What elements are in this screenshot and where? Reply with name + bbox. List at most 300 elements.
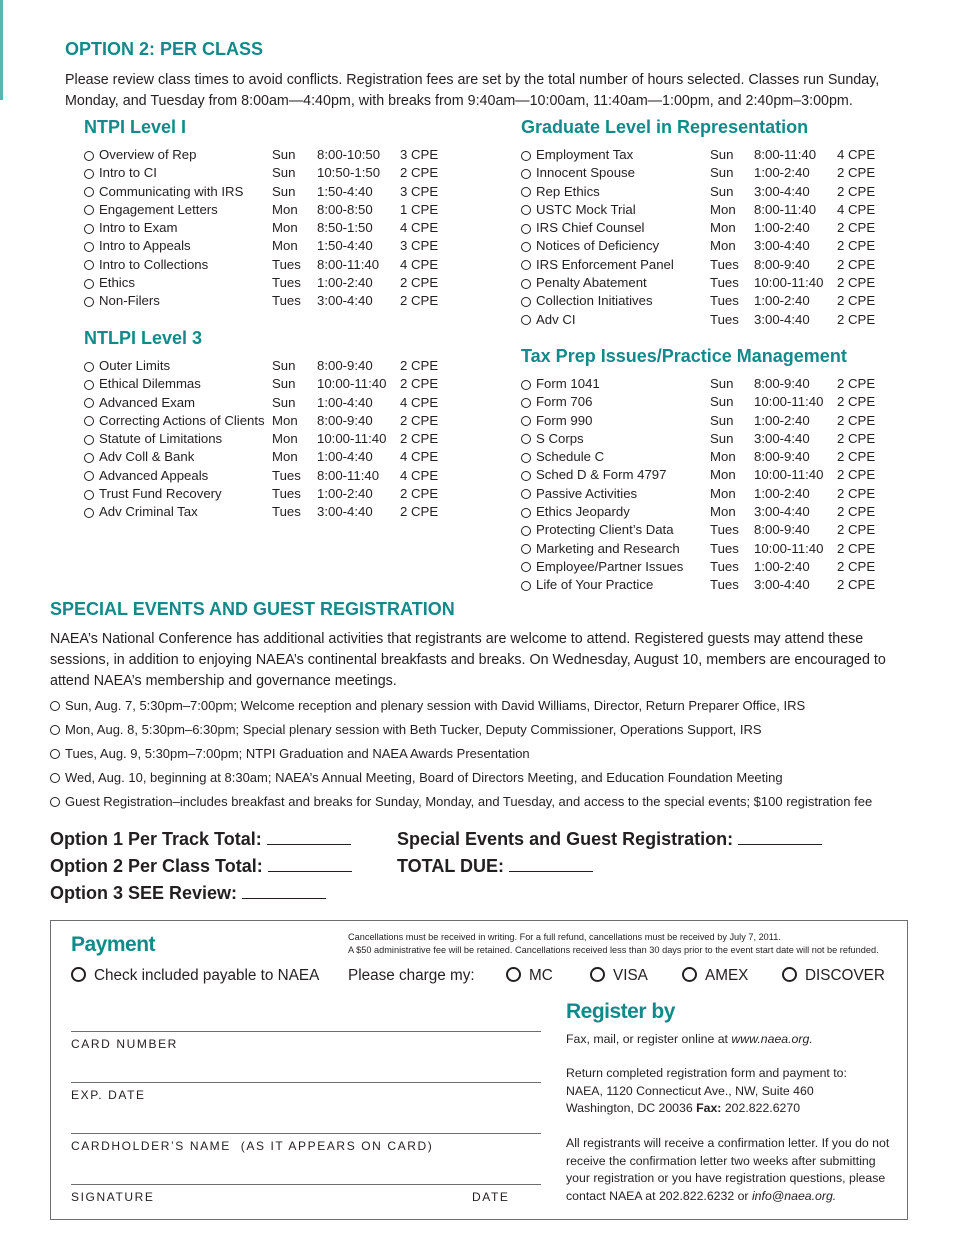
class-cpe: 2 CPE — [400, 165, 439, 181]
card-number-label: CARD NUMBER — [71, 1037, 178, 1051]
class-name: Trust Fund Recovery — [99, 486, 222, 502]
class-name: Form 1041 — [536, 376, 600, 391]
option2-intro: Please review class times to avoid conflicts. Registration fees are set by the total number of hours selected. Classes run Sunday, Monday, and Tuesday from 8:00am—4:40pm, with breaks from 9:40am—10:00am, 11:40am—1:00pm, and 2:40pm–3:00pm. — [65, 72, 880, 109]
class-name: Employment Tax — [536, 147, 634, 162]
class-name-cell — [84, 412, 265, 430]
class-name-cell — [521, 430, 584, 448]
class-cpe: 2 CPE — [837, 485, 876, 501]
class-row[interactable] — [84, 183, 464, 201]
class-name: Intro to CI — [99, 165, 157, 181]
class-time: 8:00-9:40 — [754, 376, 810, 391]
payment-title: Payment — [71, 933, 156, 956]
class-row[interactable] — [84, 164, 464, 182]
class-row[interactable] — [84, 467, 464, 485]
radio-icon[interactable] — [521, 315, 531, 325]
option3-total: Option 3 SEE Review: — [50, 883, 326, 904]
class-row[interactable] — [521, 375, 921, 393]
class-row[interactable] — [521, 448, 921, 466]
radio-icon[interactable] — [50, 773, 60, 783]
section-title-tax-prep: Tax Prep Issues/Practice Management — [521, 346, 847, 366]
class-name-cell — [521, 412, 592, 430]
radio-icon[interactable] — [84, 224, 94, 234]
radio-icon[interactable] — [521, 562, 531, 572]
class-cpe: 2 CPE — [837, 412, 876, 428]
class-name: Adv Coll & Bank — [99, 449, 195, 465]
radio-icon[interactable] — [521, 151, 531, 161]
class-row[interactable] — [521, 164, 921, 182]
class-time: 8:00-11:40 — [754, 147, 817, 162]
radio-icon[interactable] — [521, 489, 531, 499]
class-day: Tues — [272, 275, 301, 291]
class-time: 8:00-11:40 — [754, 201, 817, 217]
class-day: Sun — [710, 147, 734, 162]
class-name: Outer Limits — [99, 358, 171, 373]
class-day: Sun — [272, 376, 296, 392]
class-day: Mon — [710, 467, 736, 483]
class-day: Mon — [710, 449, 736, 465]
class-time: 1:00-2:40 — [317, 486, 373, 502]
class-row[interactable] — [521, 274, 921, 292]
radio-icon[interactable] — [84, 508, 94, 518]
radio-icon[interactable] — [521, 453, 531, 463]
radio-icon[interactable] — [521, 297, 531, 307]
class-cpe: 2 CPE — [400, 358, 439, 373]
class-row[interactable] — [521, 393, 921, 411]
radio-icon[interactable] — [521, 260, 531, 270]
class-time: 10:00-11:40 — [754, 394, 824, 410]
class-day: Sun — [272, 183, 296, 199]
class-day: Sun — [272, 165, 296, 181]
class-cpe: 4 CPE — [400, 467, 439, 483]
cardholder-name-field[interactable] — [71, 1133, 541, 1134]
class-name-cell — [521, 521, 674, 539]
class-time: 1:00-4:40 — [317, 449, 373, 465]
class-time: 3:00-4:40 — [754, 430, 810, 446]
radio-icon[interactable] — [782, 967, 797, 982]
radio-icon[interactable] — [84, 297, 94, 307]
class-row[interactable] — [84, 146, 464, 164]
class-row[interactable] — [521, 466, 921, 484]
class-cpe: 2 CPE — [837, 449, 876, 465]
class-time: 8:00-10:50 — [317, 147, 381, 162]
radio-icon[interactable] — [84, 416, 94, 426]
class-name-cell — [84, 448, 194, 466]
radio-icon[interactable] — [84, 242, 94, 252]
mailing-address: Return completed registration form and payment to: NAEA, 1120 Connecticut Ave., NW, Suite 460 Washington, DC 20036 Fax: 202.822.6270 — [566, 1066, 847, 1115]
class-name-cell — [521, 393, 592, 411]
card-number-field[interactable] — [71, 1031, 541, 1032]
radio-icon[interactable] — [521, 434, 531, 444]
class-day: Mon — [710, 238, 736, 254]
class-cpe: 2 CPE — [837, 577, 876, 593]
class-name-cell — [84, 503, 198, 521]
option3-total-field[interactable] — [242, 884, 326, 899]
class-name-cell — [84, 467, 208, 485]
option1-total-field[interactable] — [267, 830, 351, 845]
radio-icon[interactable] — [50, 701, 60, 711]
radio-icon[interactable] — [71, 967, 86, 982]
class-day: Tues — [272, 486, 301, 502]
radio-icon[interactable] — [50, 725, 60, 735]
class-row[interactable] — [84, 412, 464, 430]
class-list-ntpi-level-1 — [84, 146, 464, 311]
class-day: Sun — [272, 147, 296, 162]
signature-field[interactable] — [71, 1184, 541, 1185]
website-link[interactable]: www.naea.org. — [731, 1032, 813, 1046]
class-cpe: 1 CPE — [400, 201, 439, 217]
class-list-graduate-level — [521, 146, 921, 329]
class-day: Sun — [710, 430, 734, 446]
class-cpe: 4 CPE — [400, 256, 439, 272]
option1-total: Option 1 Per Track Total: — [50, 829, 351, 850]
class-name-cell — [521, 183, 600, 201]
class-day: Sun — [710, 376, 734, 391]
class-name-cell — [84, 292, 160, 310]
radio-icon[interactable] — [84, 169, 94, 179]
section-title-graduate-level: Graduate Level in Representation — [521, 117, 809, 137]
class-time: 8:00-8:50 — [317, 201, 373, 217]
class-name-cell — [521, 256, 674, 274]
radio-icon[interactable] — [50, 749, 60, 759]
class-row[interactable] — [84, 503, 464, 521]
class-time: 10:00-11:40 — [754, 540, 824, 556]
class-name-cell — [84, 274, 135, 292]
class-name-cell — [84, 430, 222, 448]
event-item[interactable]: Wed, Aug. 10, beginning at 8:30am; NAEA’s Annual Meeting, Board of Directors Meeting, and Education Foundation Meeting — [50, 766, 930, 790]
class-name: USTC Mock Trial — [536, 201, 636, 217]
class-row[interactable] — [521, 292, 921, 310]
special-events-total-field[interactable] — [738, 830, 822, 845]
radio-icon[interactable] — [84, 380, 94, 390]
radio-icon[interactable] — [521, 471, 531, 481]
register-online-line: Fax, mail, or register online at www.naea.org. — [566, 1032, 813, 1046]
class-day: Sun — [710, 183, 734, 199]
class-name: Form 990 — [536, 412, 593, 428]
class-cpe: 2 CPE — [400, 293, 439, 309]
class-row[interactable] — [521, 576, 921, 594]
class-row[interactable] — [84, 430, 464, 448]
class-name: Innocent Spouse — [536, 165, 635, 181]
register-by-title: Register by — [566, 1000, 675, 1023]
class-cpe: 2 CPE — [837, 522, 876, 538]
special-events-list — [50, 694, 930, 814]
class-row[interactable] — [521, 311, 921, 329]
class-name-cell — [84, 183, 243, 201]
radio-icon[interactable] — [521, 205, 531, 215]
class-day: Tues — [272, 467, 301, 483]
radio-icon[interactable] — [84, 453, 94, 463]
option2-total-field[interactable] — [268, 857, 352, 872]
radio-icon[interactable] — [84, 398, 94, 408]
radio-icon[interactable] — [521, 544, 531, 554]
class-name-cell — [521, 448, 604, 466]
radio-icon[interactable] — [50, 797, 60, 807]
class-day: Mon — [710, 220, 736, 236]
payment-box — [50, 920, 908, 1220]
class-day: Tues — [710, 256, 739, 272]
class-cpe: 2 CPE — [837, 540, 876, 556]
radio-icon[interactable] — [521, 526, 531, 536]
class-time: 1:50-4:40 — [317, 183, 373, 199]
option2-heading: OPTION 2: PER CLASS — [65, 39, 264, 59]
class-time: 3:00-4:40 — [754, 311, 810, 327]
class-row[interactable] — [84, 375, 464, 393]
radio-icon[interactable] — [521, 508, 531, 518]
class-name: Ethics — [99, 275, 135, 291]
class-row[interactable] — [84, 485, 464, 503]
class-time: 1:50-4:40 — [317, 238, 373, 254]
class-cpe: 4 CPE — [400, 449, 439, 465]
class-time: 3:00-4:40 — [754, 238, 810, 254]
class-time: 10:50-1:50 — [317, 165, 381, 181]
class-day: Mon — [710, 201, 736, 217]
class-row[interactable] — [84, 292, 464, 310]
class-name: Adv Criminal Tax — [99, 504, 198, 520]
radio-icon[interactable] — [521, 169, 531, 179]
event-item[interactable]: Tues, Aug. 9, 5:30pm–7:00pm; NTPI Graduation and NAEA Awards Presentation — [50, 742, 930, 766]
radio-icon[interactable] — [84, 279, 94, 289]
class-time: 1:00-2:40 — [754, 165, 810, 181]
class-time: 1:00-2:40 — [754, 558, 810, 574]
event-item[interactable]: Sun, Aug. 7, 5:30pm–7:00pm; Welcome reception and plenary session with David Williams, Director, Return Preparer Office, IRS — [50, 694, 930, 718]
date-label: DATE — [472, 1190, 510, 1204]
class-name-cell — [521, 576, 653, 594]
class-cpe: 2 CPE — [837, 220, 876, 236]
class-time: 8:50-1:50 — [317, 220, 373, 236]
special-events-intro: NAEA’s National Conference has additional activities that registrants are welcome to attend. Registered guests may attend these sessions, in addition to enjoying NAEA’s continental breakfasts and breaks. On Wednesday, August 10, members are encouraged to attend NAEA’s membership and governance meetings. — [50, 631, 886, 689]
class-name-cell — [84, 357, 170, 375]
class-cpe: 2 CPE — [837, 275, 876, 291]
radio-icon[interactable] — [521, 224, 531, 234]
class-cpe: 2 CPE — [837, 558, 876, 574]
check-option[interactable]: Check included payable to NAEA — [71, 967, 319, 985]
class-cpe: 2 CPE — [400, 431, 439, 447]
class-name: Adv CI — [536, 311, 576, 327]
special-events-total: Special Events and Guest Registration: — [397, 829, 822, 850]
cancellation-note-2: A $50 administrative fee will be retained. Cancellations received less than 30 days prior to the event start date will not be refunded. — [348, 945, 879, 955]
class-row[interactable] — [521, 183, 921, 201]
class-time: 10:00-11:40 — [754, 467, 824, 483]
class-cpe: 2 CPE — [837, 238, 876, 254]
class-row[interactable] — [521, 201, 921, 219]
class-row[interactable] — [521, 503, 921, 521]
signature-label: SIGNATURE — [71, 1190, 155, 1204]
radio-icon[interactable] — [521, 380, 531, 390]
radio-icon[interactable] — [521, 398, 531, 408]
card-option-discover[interactable]: DISCOVER — [782, 967, 885, 985]
class-time: 3:00-4:40 — [754, 183, 810, 199]
class-day: Tues — [272, 504, 301, 520]
card-option-mc[interactable]: MC — [506, 967, 553, 985]
class-name: Employee/Partner Issues — [536, 558, 684, 574]
class-name-cell — [521, 375, 600, 393]
class-day: Mon — [272, 220, 298, 236]
class-row[interactable] — [84, 357, 464, 375]
radio-icon[interactable] — [84, 435, 94, 445]
event-item[interactable]: Guest Registration–includes breakfast and breaks for Sunday, Monday, and Tuesday, and access to the special events; $100 registration fee — [50, 790, 930, 814]
class-name-cell — [84, 219, 177, 237]
class-day: Tues — [710, 293, 739, 309]
class-name-cell — [84, 485, 222, 503]
event-item[interactable]: Mon, Aug. 8, 5:30pm–6:30pm; Special plenary session with Beth Tucker, Deputy Commissioner, Operations Support, IRS — [50, 718, 930, 742]
class-time: 8:00-11:40 — [317, 467, 380, 483]
class-name-cell — [521, 292, 653, 310]
class-name: IRS Enforcement Panel — [536, 256, 674, 272]
class-name: Non-Filers — [99, 293, 160, 309]
class-name-cell — [521, 485, 637, 503]
class-cpe: 2 CPE — [837, 376, 876, 391]
cardholder-name-label: CARDHOLDER’S NAME (AS IT APPEARS ON CARD) — [71, 1139, 434, 1153]
class-name: Sched D & Form 4797 — [536, 467, 667, 483]
class-row[interactable] — [84, 219, 464, 237]
class-row[interactable] — [84, 201, 464, 219]
class-list-tax-prep — [521, 375, 921, 595]
class-day: Mon — [710, 504, 736, 520]
exp-date-field[interactable] — [71, 1082, 541, 1083]
class-name: Marketing and Research — [536, 540, 680, 556]
radio-icon[interactable] — [84, 205, 94, 215]
class-name-cell — [521, 311, 576, 329]
class-time: 1:00-4:40 — [317, 394, 373, 410]
class-name-cell — [84, 201, 218, 219]
charge-label: Please charge my: — [348, 967, 475, 984]
radio-icon[interactable] — [84, 151, 94, 161]
class-name: Form 706 — [536, 394, 593, 410]
class-row[interactable] — [521, 256, 921, 274]
radio-icon[interactable] — [84, 260, 94, 270]
card-option-visa[interactable]: VISA — [590, 967, 648, 985]
class-name-cell — [521, 540, 680, 558]
class-row[interactable] — [521, 430, 921, 448]
class-row[interactable] — [521, 146, 921, 164]
class-name-cell — [84, 164, 157, 182]
class-day: Tues — [710, 275, 739, 291]
section-title-ntpi-level-1: NTPI Level I — [84, 117, 187, 137]
class-time: 8:00-9:40 — [754, 256, 810, 272]
class-name: Ethical Dilemmas — [99, 376, 201, 392]
class-time: 1:00-2:40 — [317, 275, 373, 291]
class-row[interactable] — [521, 237, 921, 255]
radio-icon[interactable] — [521, 187, 531, 197]
radio-icon[interactable] — [682, 967, 697, 982]
class-time: 1:00-2:40 — [754, 485, 810, 501]
radio-icon[interactable] — [84, 362, 94, 372]
class-name: Rep Ethics — [536, 183, 600, 199]
class-name: Correcting Actions of Clients — [99, 412, 265, 428]
class-cpe: 2 CPE — [400, 376, 439, 392]
class-cpe: 4 CPE — [400, 394, 439, 410]
class-row[interactable] — [521, 540, 921, 558]
radio-icon[interactable] — [521, 581, 531, 591]
exp-date-label: EXP. DATE — [71, 1088, 146, 1102]
class-day: Tues — [272, 293, 301, 309]
class-name: Intro to Exam — [99, 220, 178, 236]
class-name-cell — [84, 375, 201, 393]
class-name: S Corps — [536, 430, 584, 446]
cancellation-note-1: Cancellations must be received in writing. For a full refund, cancellations must be received by July 7, 2011. — [348, 932, 781, 942]
class-cpe: 2 CPE — [837, 293, 876, 309]
class-day: Mon — [272, 412, 298, 428]
class-cpe: 2 CPE — [400, 275, 439, 291]
class-cpe: 2 CPE — [400, 412, 439, 428]
section-title-ntlpi-level-3: NTLPI Level 3 — [84, 328, 203, 348]
class-row[interactable] — [84, 274, 464, 292]
class-name: Collection Initiatives — [536, 293, 653, 309]
class-name-cell — [521, 274, 647, 292]
class-name: Overview of Rep — [99, 147, 197, 162]
radio-icon[interactable] — [506, 967, 521, 982]
class-day: Mon — [272, 431, 298, 447]
class-time: 8:00-9:40 — [317, 358, 373, 373]
class-day: Sun — [710, 394, 734, 410]
class-name: Life of Your Practice — [536, 577, 654, 593]
class-name: Statute of Limitations — [99, 431, 223, 447]
radio-icon[interactable] — [521, 416, 531, 426]
radio-icon[interactable] — [84, 490, 94, 500]
radio-icon[interactable] — [590, 967, 605, 982]
class-time: 10:00-11:40 — [317, 431, 387, 447]
class-cpe: 2 CPE — [837, 504, 876, 520]
class-time: 8:00-9:40 — [754, 449, 810, 465]
radio-icon[interactable] — [84, 471, 94, 481]
class-name: Notices of Deficiency — [536, 238, 660, 254]
class-cpe: 2 CPE — [400, 504, 439, 520]
radio-icon[interactable] — [84, 187, 94, 197]
total-due: TOTAL DUE: — [397, 856, 593, 877]
class-day: Mon — [272, 238, 298, 254]
class-row[interactable] — [84, 394, 464, 412]
class-name: Protecting Client’s Data — [536, 522, 674, 538]
class-name-cell — [521, 558, 683, 576]
class-row[interactable] — [521, 521, 921, 539]
class-name-cell — [84, 146, 196, 164]
class-cpe: 3 CPE — [400, 183, 439, 199]
class-row[interactable] — [84, 237, 464, 255]
class-cpe: 2 CPE — [837, 430, 876, 446]
radio-icon[interactable] — [521, 279, 531, 289]
radio-icon[interactable] — [521, 242, 531, 252]
special-events-heading: SPECIAL EVENTS AND GUEST REGISTRATION — [50, 599, 455, 619]
class-row[interactable] — [521, 412, 921, 430]
class-name-cell — [84, 237, 191, 255]
email-link[interactable]: info@naea.org. — [751, 1188, 837, 1203]
class-time: 3:00-4:40 — [317, 504, 373, 520]
class-name: IRS Chief Counsel — [536, 220, 645, 236]
class-name: Advanced Exam — [99, 394, 196, 410]
class-row[interactable] — [521, 485, 921, 503]
class-row[interactable] — [84, 448, 464, 466]
class-name-cell — [84, 394, 195, 412]
left-accent-bar — [0, 0, 3, 100]
confirmation-note: All registrants will receive a confirmation letter. If you do not receive the confirmation letter two weeks after submitting your registration or you have registration questions, please contact NAEA at 202.822.6232 or info@naea.org. — [566, 1136, 890, 1203]
class-cpe: 4 CPE — [837, 201, 876, 217]
class-cpe: 2 CPE — [837, 256, 876, 272]
class-time: 10:00-11:40 — [317, 376, 387, 392]
card-option-amex[interactable]: AMEX — [682, 967, 748, 985]
class-row[interactable] — [521, 219, 921, 237]
class-row[interactable] — [84, 256, 464, 274]
class-cpe: 4 CPE — [400, 220, 439, 236]
class-row[interactable] — [521, 558, 921, 576]
class-name-cell — [521, 237, 659, 255]
class-time: 3:00-4:40 — [754, 504, 810, 520]
class-name-cell — [521, 466, 666, 484]
class-time: 3:00-4:40 — [317, 293, 373, 309]
class-cpe: 2 CPE — [837, 311, 876, 327]
class-time: 3:00-4:40 — [754, 577, 810, 593]
total-due-field[interactable] — [509, 857, 593, 872]
class-time: 1:00-2:40 — [754, 220, 810, 236]
